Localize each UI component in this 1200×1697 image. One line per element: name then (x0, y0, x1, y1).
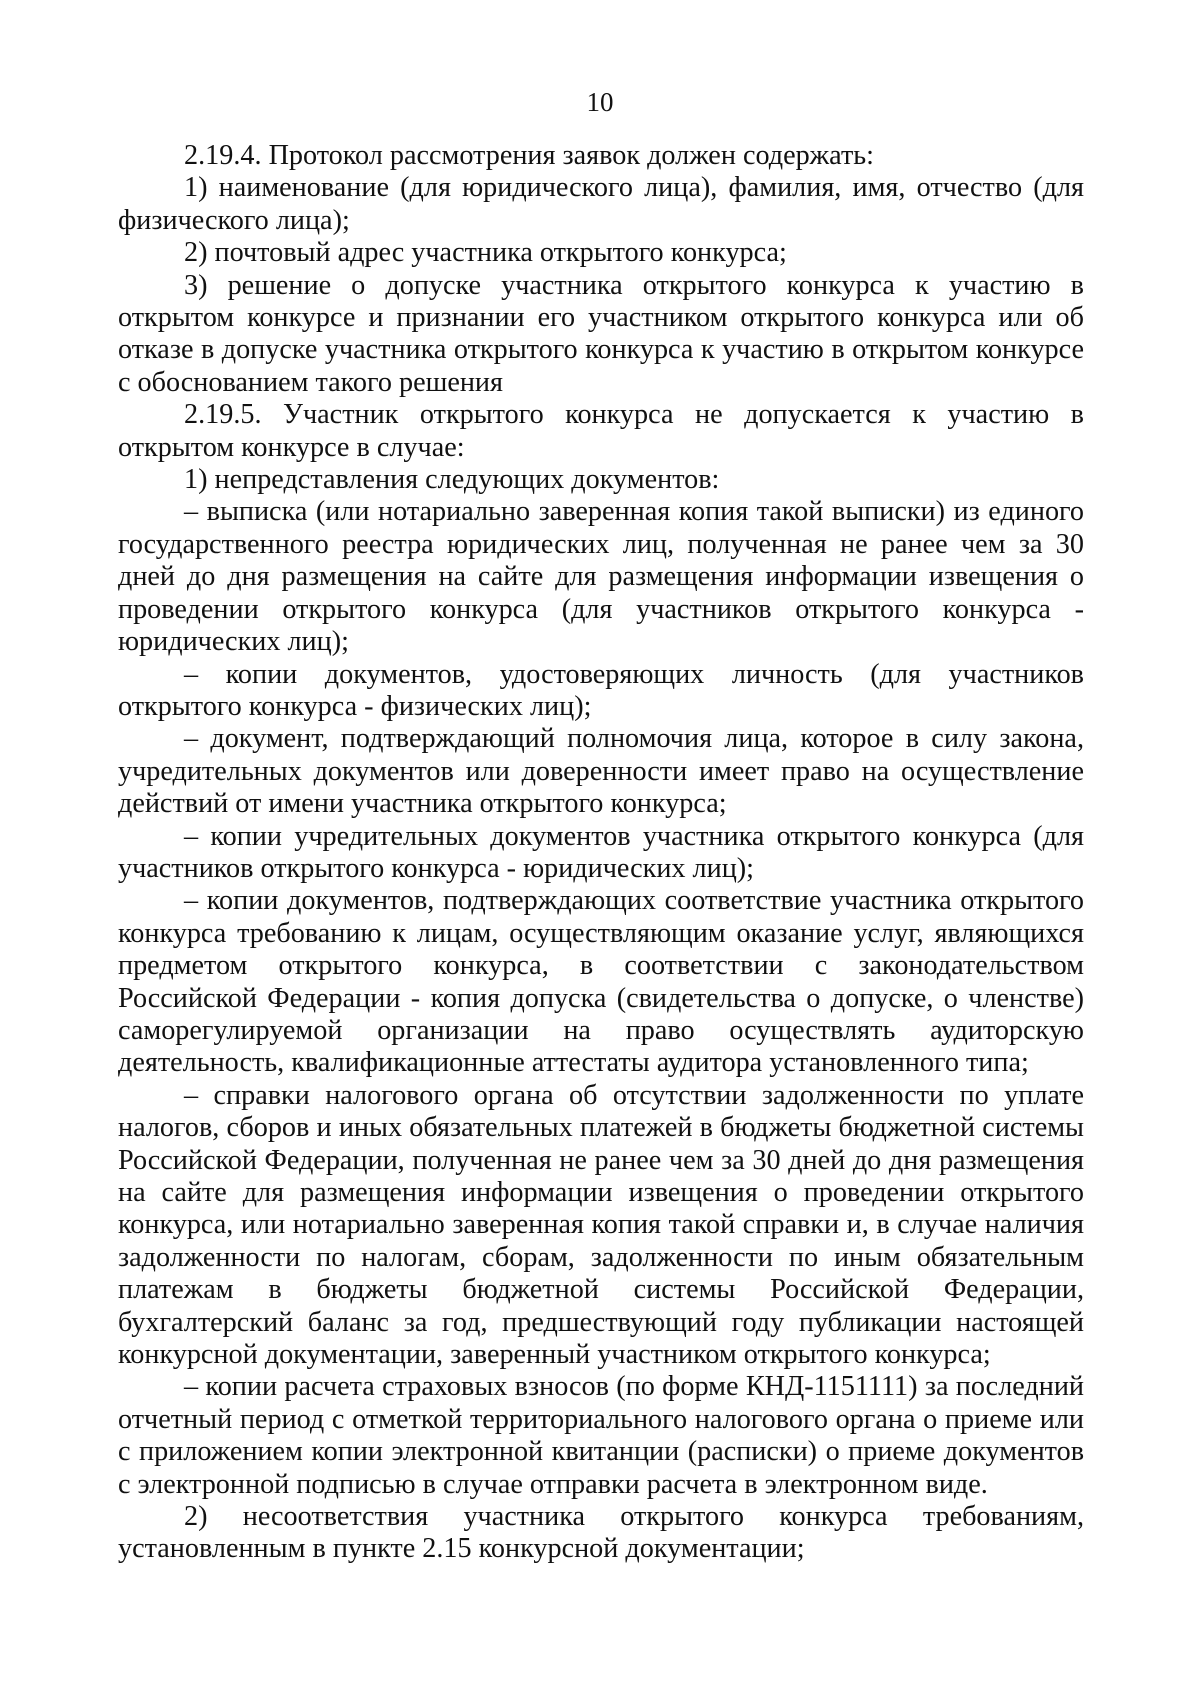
paragraph-compliance-documents: – копии документов, подтверждающих соответствие участника открытого конкурса требованию к лицам, осуществляющим оказание услуг, являющихся предметом открытого конкурса, в соответствии с законодательством Российской Федерации - копия допуска (свидетельства о допуске, о членстве) саморегулируемой организации на право осуществлять аудиторскую деятельность, квалификационные аттестаты аудитора установленного типа; (118, 885, 1084, 1079)
paragraph-item-3-decision: 3) решение о допуске участника открытого конкурса к участию в открытом конкурсе и признании его участником открытого конкурса или об отказе в допуске участника открытого конкурса к участию в открытом конкурсе с обоснованием такого решения (118, 269, 1084, 398)
paragraph-registry-extract: – выписка (или нотариально заверенная копия такой выписки) из единого государственного реестра юридических лиц, полученная не ранее чем за 30 дней до дня размещения на сайте для размещения информации извещения о проведении открытого конкурса (для участников открытого конкурса - юридических лиц); (118, 496, 1084, 658)
paragraph-item-2-address: 2) почтовый адрес участника открытого конкурса; (184, 237, 787, 269)
paragraph-tax-certificates: – справки налогового органа об отсутствии задолженности по уплате налогов, сборов и иных обязательных платежей в бюджеты бюджетной системы Российской Федерации, полученная не ранее чем за 30 дней до дня размещения на сайте для размещения информации извещения о проведении открытого конкурса, или нотариально заверенная копия такой справки и, в случае наличия задолженности по налогам, сборам, задолженности по иным обязательным платежам в бюджеты бюджетной системы Российской Федерации, бухгалтерский баланс за год, предшествующий году публикации настоящей конкурсной документации, заверенный участником открытого конкурса; (118, 1079, 1084, 1371)
paragraph-item-1-missing-documents: 1) непредставления следующих документов: (184, 464, 720, 496)
paragraph-item-1-name: 1) наименование (для юридического лица), фамилия, имя, отчество (для физического лица); (118, 172, 1084, 236)
paragraph-2-19-5-heading: 2.19.5. Участник открытого конкурса не допускается к участию в открытом конкурсе в случае: (118, 399, 1084, 463)
paragraph-2-19-4-heading: 2.19.4. Протокол рассмотрения заявок должен содержать: (184, 140, 874, 171)
paragraph-authority-document: – документ, подтверждающий полномочия лица, которое в силу закона, учредительных документов или доверенности имеет право на осуществление действий от имени участника открытого конкурса; (118, 723, 1084, 820)
page-number: 10 (586, 87, 614, 117)
paragraph-item-2-noncompliance: 2) несоответствия участника открытого конкурса требованиям, установленным в пункте 2.15 конкурсной документации; (118, 1501, 1084, 1565)
document-body (118, 140, 1084, 1566)
paragraph-identity-documents: – копии документов, удостоверяющих личность (для участников открытого конкурса - физических лиц); (118, 658, 1084, 722)
paragraph-insurance-calculation: – копии расчета страховых взносов (по форме КНД-1151111) за последний отчетный период с отметкой территориального налогового органа о приеме или с приложением копии электронной квитанции (расписки) о приеме документов с электронной подписью в случае отправки расчета в электронном виде. (118, 1371, 1084, 1500)
paragraph-founding-documents: – копии учредительных документов участника открытого конкурса (для участников открытого конкурса - юридических лиц); (118, 820, 1084, 884)
